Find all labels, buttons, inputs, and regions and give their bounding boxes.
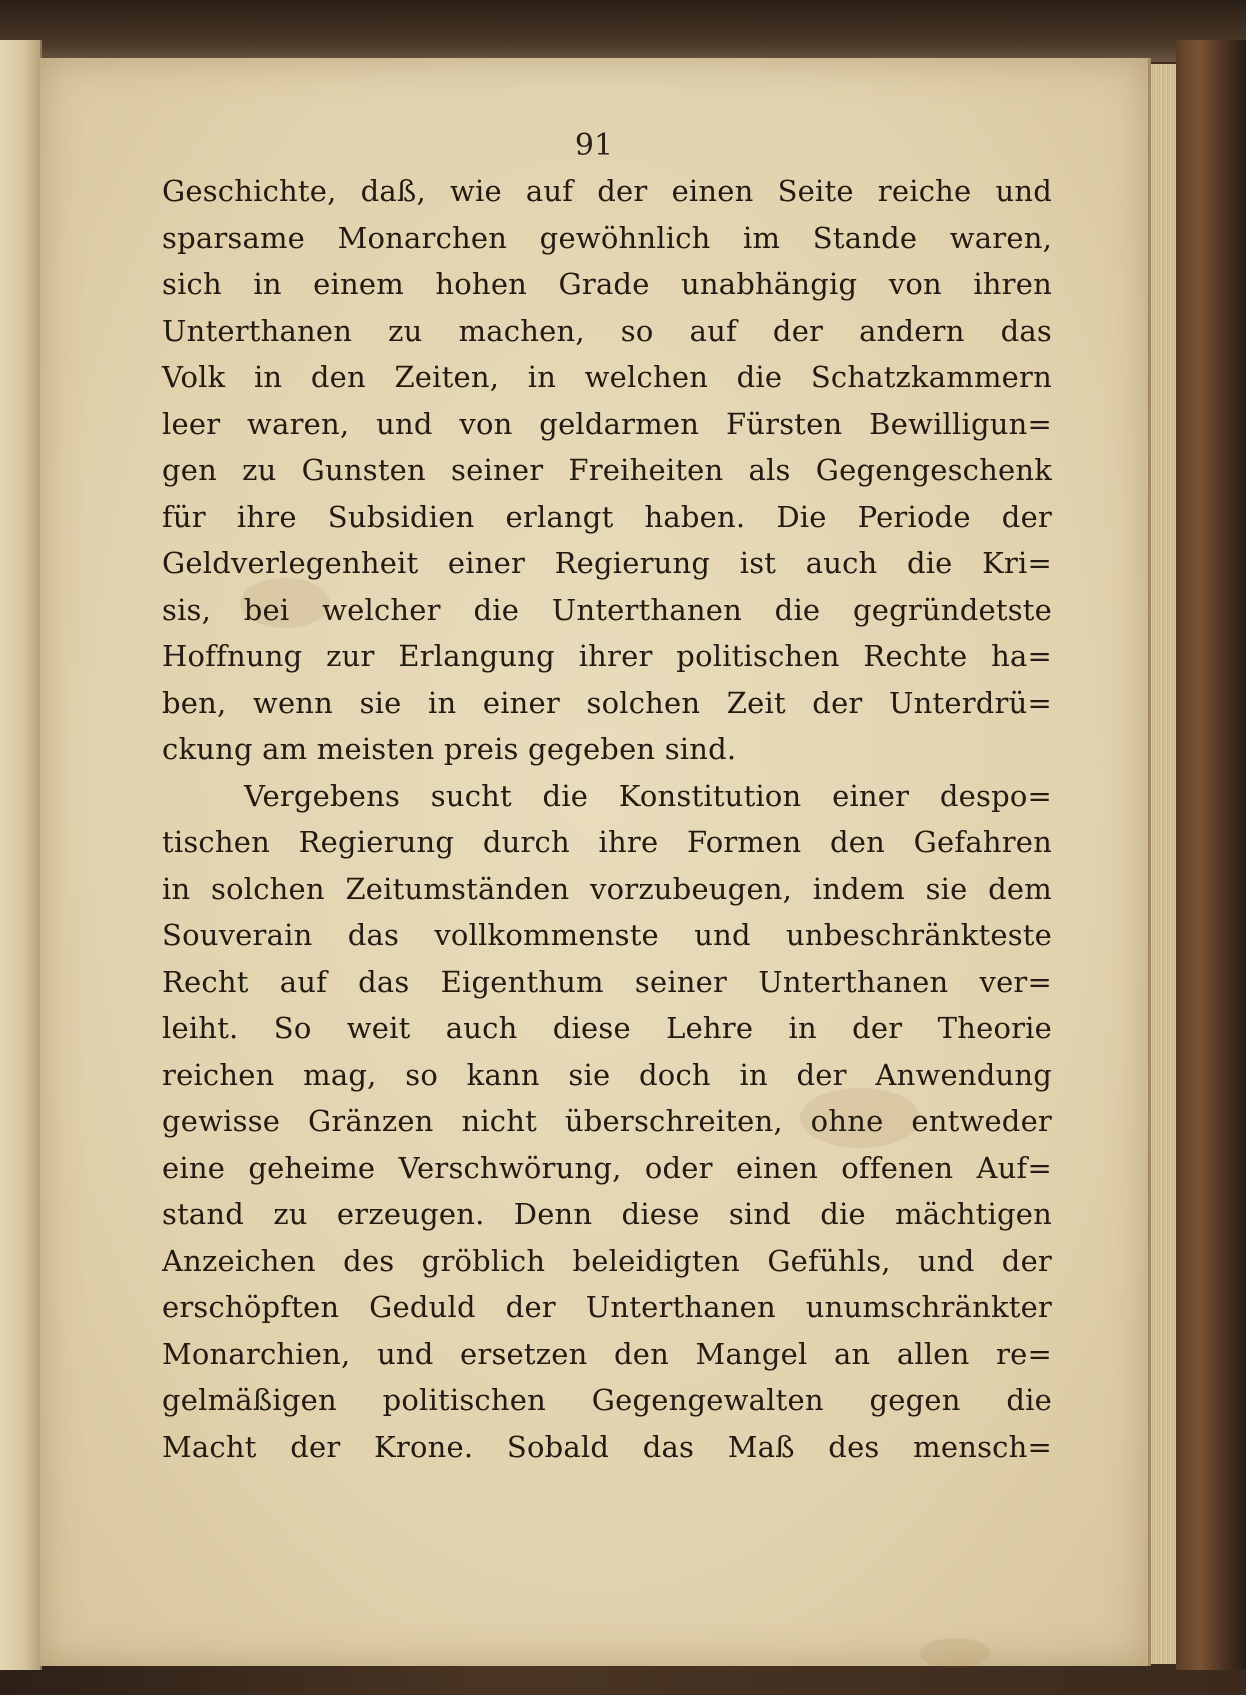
text-line: ben, wenn sie in einer solchen Zeit der Unterdrü=	[162, 685, 1052, 720]
text-line: gewisse Gränzen nicht überschreiten, ohne entweder	[162, 1104, 1052, 1138]
text-line: stand zu erzeugen. Denn diese sind die mächtigen	[162, 1197, 1052, 1231]
text-line: Unterthanen zu machen, so auf der andern das	[162, 313, 1052, 348]
text-line: Volk in den Zeiten, in welchen die Schatzkammern	[162, 360, 1052, 394]
text-line: leiht. So weit auch diese Lehre in der Theorie	[162, 1011, 1052, 1045]
facing-page-edge	[0, 40, 42, 1670]
text-line: gen zu Gunsten seiner Freiheiten als Gegengeschenk	[162, 453, 1052, 487]
text-line: eine geheime Verschwörung, oder einen offenen Auf=	[162, 1150, 1052, 1185]
page-fore-edge	[1148, 64, 1178, 1664]
text-line: sich in einem hohen Grade unabhängig von ihren	[162, 267, 1052, 301]
text-line: Souverain das vollkommenste und unbeschränkteste	[162, 918, 1052, 952]
text-line: in solchen Zeitumständen vorzubeugen, indem sie dem	[162, 871, 1052, 906]
book-cover-top	[0, 0, 1246, 62]
text-line: für ihre Subsidien erlangt haben. Die Periode der	[162, 499, 1052, 534]
text-line: reichen mag, so kann sie doch in der Anwendung	[162, 1057, 1052, 1092]
text-line: ckung am meisten preis gegeben sind.	[162, 732, 737, 766]
text-line: Monarchien, und ersetzen den Mangel an allen re=	[162, 1336, 1052, 1371]
body-text	[162, 168, 1052, 1470]
text-line: Anzeichen des gröblich beleidigten Gefühls, und der	[162, 1243, 1052, 1278]
text-line: Geschichte, daß, wie auf der einen Seite reiche und	[162, 174, 1052, 208]
page-number: 91	[574, 128, 614, 163]
text-line: sparsame Monarchen gewöhnlich im Stande waren,	[162, 220, 1052, 255]
text-line: leer waren, und von geldarmen Fürsten Bewilligun=	[162, 406, 1052, 441]
text-line: Vergebens sucht die Konstitution einer despo=	[244, 778, 1052, 813]
book-page	[40, 58, 1151, 1666]
text-line: tischen Regierung durch ihre Formen den Gefahren	[162, 825, 1052, 859]
book-cover-edge	[1176, 40, 1246, 1670]
text-line: Macht der Krone. Sobald das Maß des mensch=	[162, 1429, 1052, 1464]
text-line: Hoffnung zur Erlangung ihrer politischen Rechte ha=	[162, 639, 1052, 673]
text-line: sis, bei welcher die Unterthanen die gegründetste	[162, 592, 1052, 627]
text-line: gelmäßigen politischen Gegengewalten gegen die	[162, 1383, 1052, 1417]
text-line: erschöpften Geduld der Unterthanen unumschränkter	[162, 1290, 1052, 1324]
text-line: Recht auf das Eigenthum seiner Unterthanen ver=	[162, 964, 1052, 999]
text-line: Geldverlegenheit einer Regierung ist auch die Kri=	[162, 546, 1052, 580]
